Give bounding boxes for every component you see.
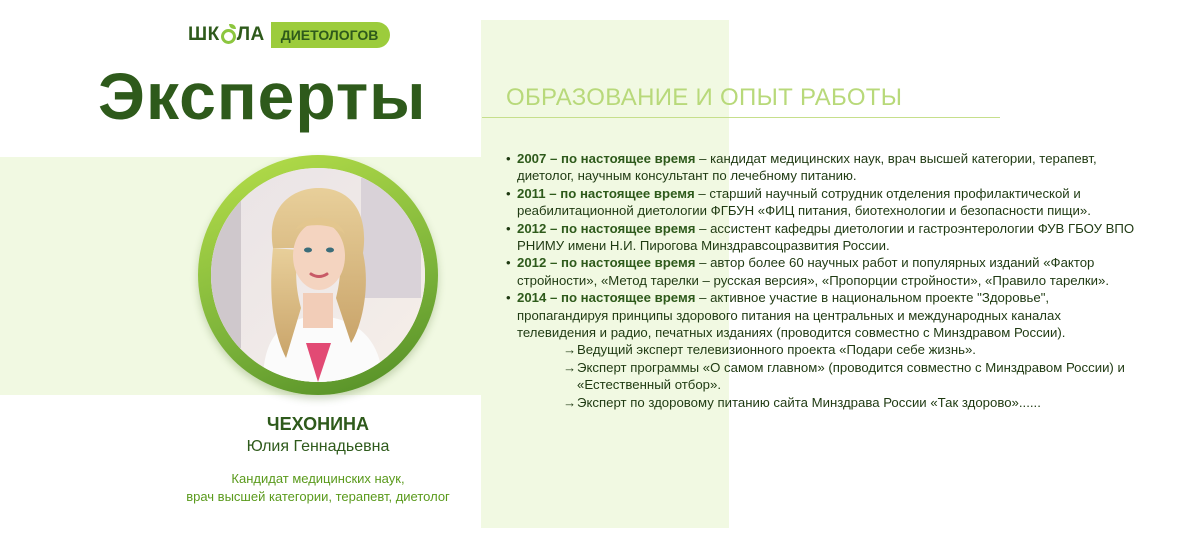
logo-wordmark (188, 24, 265, 46)
logo-text-end: ЛА (236, 24, 265, 45)
credentials-line: врач высшей категории, терапевт, диетолог (186, 489, 450, 504)
bio-period: 2007 – по настоящее время (517, 151, 696, 166)
bio-item (506, 185, 1136, 220)
bio-period: 2011 – по настоящее время (517, 185, 695, 201)
expert-credentials (150, 470, 486, 506)
bio-sub-item: → Эксперт по здоровому питанию сайта Минздрава России «Так здорово»...... (563, 394, 1136, 411)
bio-list (506, 150, 1136, 411)
expert-name: Юлия Геннадьевна (246, 438, 390, 455)
bio-item (506, 150, 1136, 185)
school-logo (188, 20, 390, 50)
bio-item (506, 289, 1136, 411)
bio-text: – ассистент кафедры диетологии и гастроэнтерологии ФУВ ГБОУ ВПО РНИМУ имени Н.И. Пирогова Минздравсоцразвития России. (517, 220, 1135, 254)
expert-surname: ЧЕХОНИНА (266, 414, 370, 434)
section-heading: ОБРАЗОВАНИЕ И ОПЫТ РАБОТЫ (506, 84, 903, 111)
bio-period: 2012 – по настоящее время (517, 220, 696, 236)
logo-badge: ДИЕТОЛОГОВ (271, 22, 391, 48)
bio-item (506, 254, 1136, 289)
bio-text: – автор более 60 научных работ и популярных изданий «Фактор стройности», «Метод тарелки – русская версия», «Пропорции стройности», «Правило тарелки». (517, 255, 1110, 288)
bio-text: – активное участие в национальном проекте "Здоровье", пропагандируя принципы здорового питания на центральных и международных каналах телевидения и радио, печатных изданиях (проводится совместно с Минздравом России). (517, 290, 1066, 341)
apple-icon (221, 29, 236, 44)
credentials-line: Кандидат медицинских наук, (231, 471, 405, 486)
expert-photo-frame (198, 155, 438, 395)
bio-period: 2012 – по настоящее время (517, 255, 696, 271)
bio-sub-item: → Ведущий эксперт телевизионного проекта «Подари себе жизнь». (563, 341, 1136, 358)
portrait-icon (211, 168, 425, 382)
bio-period: 2014 – по настоящее время (517, 290, 696, 306)
bio-sub-item: → Эксперт программы «О самом главном» (проводится совместно с Минздравом России) и «Естественный отбор». (563, 359, 1136, 394)
bio-text: – старший научный сотрудник отделения профилактической и реабилитационной диетологии ФГБУН «ФИЦ питания, биотехнологии и безопасности пищи». (517, 185, 1091, 219)
logo-text-start: ШК (188, 24, 220, 45)
bio-item (506, 220, 1136, 255)
section-divider (482, 117, 1000, 118)
bio-sub-list (517, 341, 1136, 411)
bio-text: – кандидат медицинских наук, врач высшей категории, терапевт, диетолог, научным консультант по лечебному питанию. (517, 151, 1097, 184)
page-title: Эксперты (98, 59, 427, 133)
expert-photo (211, 168, 425, 382)
